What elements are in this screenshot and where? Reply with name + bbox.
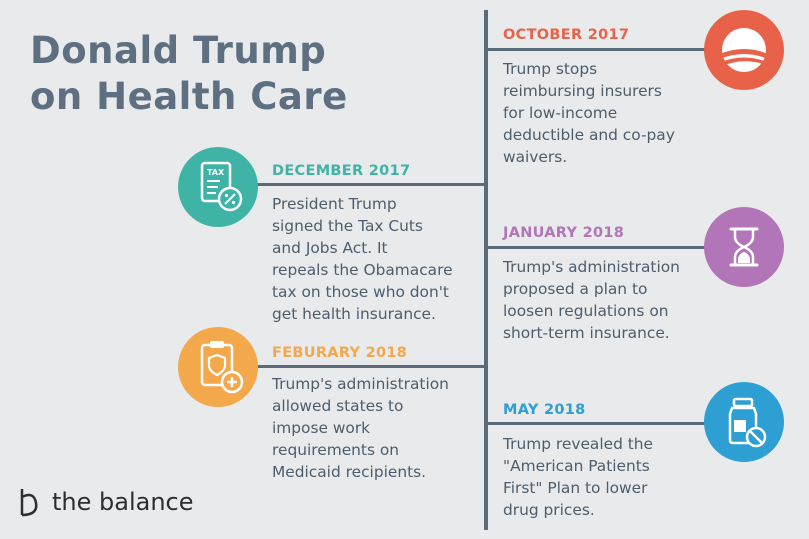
title-line-1: Donald Trump bbox=[30, 29, 327, 72]
event-text-january-2018: Trump's administration proposed a plan to loosen regulations on short-term insurance. bbox=[503, 258, 680, 342]
event-text-feburary-2018: Trump's administration allowed states to impose work requirements on Medicaid recipients. bbox=[272, 375, 449, 481]
timeline-spine bbox=[484, 10, 488, 530]
brand-mark-icon bbox=[18, 487, 46, 517]
connector-december-2017 bbox=[254, 183, 486, 186]
event-date-may-2018: MAY 2018 bbox=[503, 402, 586, 418]
event-date-october-2017: OCTOBER 2017 bbox=[503, 27, 630, 43]
hourglass-icon bbox=[704, 207, 784, 287]
brand-name: the balance bbox=[52, 488, 194, 516]
brand-logo bbox=[18, 487, 194, 517]
event-date-feburary-2018: FEBURARY 2018 bbox=[272, 345, 408, 361]
event-date-january-2018: JANUARY 2018 bbox=[503, 225, 625, 241]
connector-october-2017 bbox=[486, 48, 708, 51]
pill-bottle-icon bbox=[704, 382, 784, 462]
svg-text:TAX: TAX bbox=[207, 168, 225, 177]
page-title bbox=[30, 28, 348, 120]
tax-document-icon bbox=[178, 147, 258, 227]
title-line-2: on Health Care bbox=[30, 75, 348, 118]
event-text-december-2017: President Trump signed the Tax Cuts and Jobs Act. It repeals the Obamacare tax on those who don't get health insurance. bbox=[272, 195, 453, 323]
event-text-may-2018: Trump revealed the "American Patients First" Plan to lower drug prices. bbox=[503, 435, 654, 519]
connector-feburary-2018 bbox=[254, 365, 486, 368]
event-text-october-2017: Trump stops reimbursing insurers for low-income deductible and co-pay waivers. bbox=[503, 60, 675, 166]
connector-may-2018 bbox=[486, 422, 708, 425]
obamacare-logo-icon bbox=[704, 10, 784, 90]
connector-january-2018 bbox=[486, 246, 708, 249]
event-date-december-2017: DECEMBER 2017 bbox=[272, 163, 411, 179]
medical-clipboard-icon bbox=[178, 327, 258, 407]
